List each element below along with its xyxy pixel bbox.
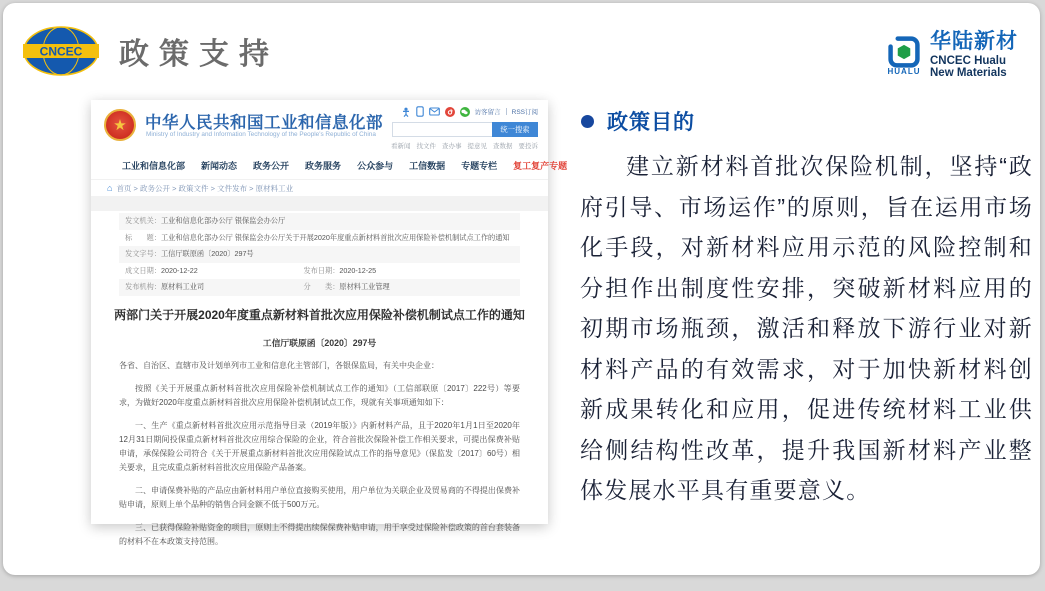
document-body	[119, 359, 520, 549]
meta-row-issuer	[119, 213, 520, 230]
wechat-icon[interactable]	[460, 107, 470, 117]
search-button[interactable]: 统一搜索	[492, 122, 538, 137]
document-meta-table	[119, 213, 520, 296]
cncec-globe-icon	[21, 25, 101, 77]
bullet-icon	[581, 115, 594, 128]
website-nav	[91, 152, 568, 180]
breadcrumb-trail: 首页 > 政务公开 > 政策文件 > 文件发布 > 原材料工业	[116, 183, 294, 193]
hualu-mark	[886, 35, 922, 76]
meta-label: 分 类：	[303, 282, 340, 291]
meta-label: 标 题：	[125, 232, 161, 242]
hualu-text	[930, 31, 1018, 79]
slide	[3, 3, 1040, 575]
policy-purpose-text: 建立新材料首批次保险机制，坚持“政府引导、市场运作”的原则，旨在运用市场化手段，对新材料应用示范的风险控制和分担作出制度性安排，突破新材料应用的初期市场瓶颈，激活和释放下游行业对新材料产品的有效需求，对于加快新材料创新成果转化和应用，促进传统材料工业供给侧结构性改革，提升我国新材料产业整体发展水平具有重要意义。	[580, 153, 1033, 503]
search-bar	[392, 122, 538, 137]
nav-item-data[interactable]: 工信数据	[409, 161, 446, 171]
ministry-title-cn: 中华人民共和国工业和信息化部	[145, 114, 383, 132]
meta-row-doc-number	[119, 246, 520, 263]
policy-purpose-title: 政策目的	[607, 111, 695, 134]
miit-website-screenshot	[91, 100, 568, 546]
meta-label: 发布机构：	[125, 282, 161, 291]
nav-item-resume-work[interactable]: 复工复产专题	[513, 161, 568, 171]
meta-value: 工业和信息化部办公厅 银保监会办公厅	[160, 216, 286, 225]
meta-value: 工业和信息化部办公厅 银保监会办公厅关于开展2020年度重点新材料首批次应用保险补偿机制试点工作的通知	[160, 232, 510, 242]
quick-link-data[interactable]: 查数据	[493, 143, 513, 150]
page-title: 政策支持	[119, 38, 279, 71]
accessibility-icon[interactable]	[401, 107, 411, 117]
meta-value: 2020-12-22	[160, 265, 198, 275]
doc-paragraph-intro: 按照《关于开展重点新材料首批次应用保险补偿机制试点工作的通知》（工信部联原〔2017〕222号）等要求，为做好2020年度重点新材料首批次应用保险补偿机制试点工作，现就有关事项通知如下：	[119, 383, 520, 407]
hualu-logo	[886, 31, 1018, 79]
quick-link-services[interactable]: 查办事	[442, 143, 462, 150]
breadcrumb[interactable]	[91, 180, 548, 196]
nav-item-participation[interactable]: 公众参与	[357, 161, 394, 171]
rss-link[interactable]: RSS订阅	[511, 109, 538, 116]
national-emblem-icon: ★	[104, 109, 136, 141]
meta-value: 原材料工业管理	[339, 282, 390, 291]
mail-icon[interactable]	[429, 107, 440, 116]
doc-paragraph-item1: 一、生产《重点新材料首批次应用示范指导目录（2019年版）》内新材料产品，且于2020年1月1日至2020年12月31日期间投保重点新材料首批次应用综合保险的企业，符合首批次保险补偿工作相关要求，可提出保费补贴申请，承保保险公司符合《关于开展重点新材料首批次应用保险试点工作的指导意见》（保监发〔2017〕60号）相关要求，且完成重点新材料首批次应用保险产品备案。	[119, 420, 520, 472]
visitor-message-link[interactable]: 访客留言	[474, 109, 501, 116]
quick-link-complaint[interactable]: 要投诉	[518, 143, 538, 150]
quick-links	[391, 141, 538, 150]
utility-bar	[401, 106, 538, 117]
meta-value: 2020-12-25	[339, 265, 377, 275]
meta-value: 原材料工业司	[160, 282, 205, 291]
nav-item-gov-open[interactable]: 政务公开	[253, 161, 290, 171]
document-title: 两部门关于开展2020年度重点新材料首批次应用保险补偿机制试点工作的通知	[114, 307, 525, 322]
weibo-icon[interactable]	[445, 107, 455, 117]
hualu-name-en2: New Materials	[930, 67, 1007, 80]
ministry-title-en: Ministry of Industry and Information Technology of the People's Republic of China	[146, 131, 376, 138]
search-input[interactable]	[392, 122, 492, 137]
meta-label: 发文字号：	[125, 249, 161, 258]
hualu-logo-icon	[886, 35, 922, 69]
svg-text:CNCEC: CNCEC	[39, 44, 83, 59]
website-header	[91, 100, 548, 152]
doc-paragraph-item2: 二、申请保费补贴的产品应由新材料用户单位直接购买使用，用户单位为关联企业及贸易商的不得提出保费补贴申请，原则上单个品种的销售合同金额不低于500万元。	[119, 485, 520, 509]
quick-link-news[interactable]: 看新闻	[391, 143, 411, 150]
hualu-caption: HUALU	[887, 66, 921, 76]
meta-row-dates	[119, 263, 520, 280]
meta-label: 发布日期：	[303, 265, 340, 275]
home-icon: ⌂	[107, 182, 113, 193]
meta-value: 工信厅联原函〔2020〕297号	[160, 249, 254, 258]
nav-item-miit[interactable]: 工业和信息化部	[122, 161, 186, 171]
slide-header	[21, 25, 279, 77]
utility-divider	[506, 108, 507, 115]
policy-purpose-heading	[581, 106, 695, 136]
hualu-name-cn: 华陆新材	[930, 30, 1018, 53]
meta-row-publisher	[119, 279, 520, 296]
mobile-icon[interactable]	[416, 106, 424, 117]
meta-row-title	[119, 230, 520, 247]
meta-label: 成文日期：	[125, 265, 161, 275]
doc-paragraph-item3: 三、已获得保险补贴资金的项目，原则上不得提出续保保费补贴申请，用于享受过保险补偿政策的首台套装备的材料不在本政策支持范围。	[119, 522, 520, 546]
doc-paragraph-salutation: 各省、自治区、直辖市及计划单列市工业和信息化主管部门，各银保监局，有关中央企业：	[119, 360, 439, 370]
nav-item-news[interactable]: 新闻动态	[201, 161, 238, 171]
nav-item-special[interactable]: 专题专栏	[461, 161, 498, 171]
document-number: 工信厅联原函〔2020〕297号	[262, 337, 377, 348]
quick-link-suggest[interactable]: 提意见	[467, 143, 487, 150]
section-divider	[91, 196, 548, 211]
quick-link-files[interactable]: 找文件	[416, 143, 436, 150]
nav-item-gov-service[interactable]: 政务服务	[305, 161, 342, 171]
hualu-name-en1: CNCEC Hualu	[930, 55, 1007, 68]
meta-label: 发文机关：	[125, 216, 161, 225]
